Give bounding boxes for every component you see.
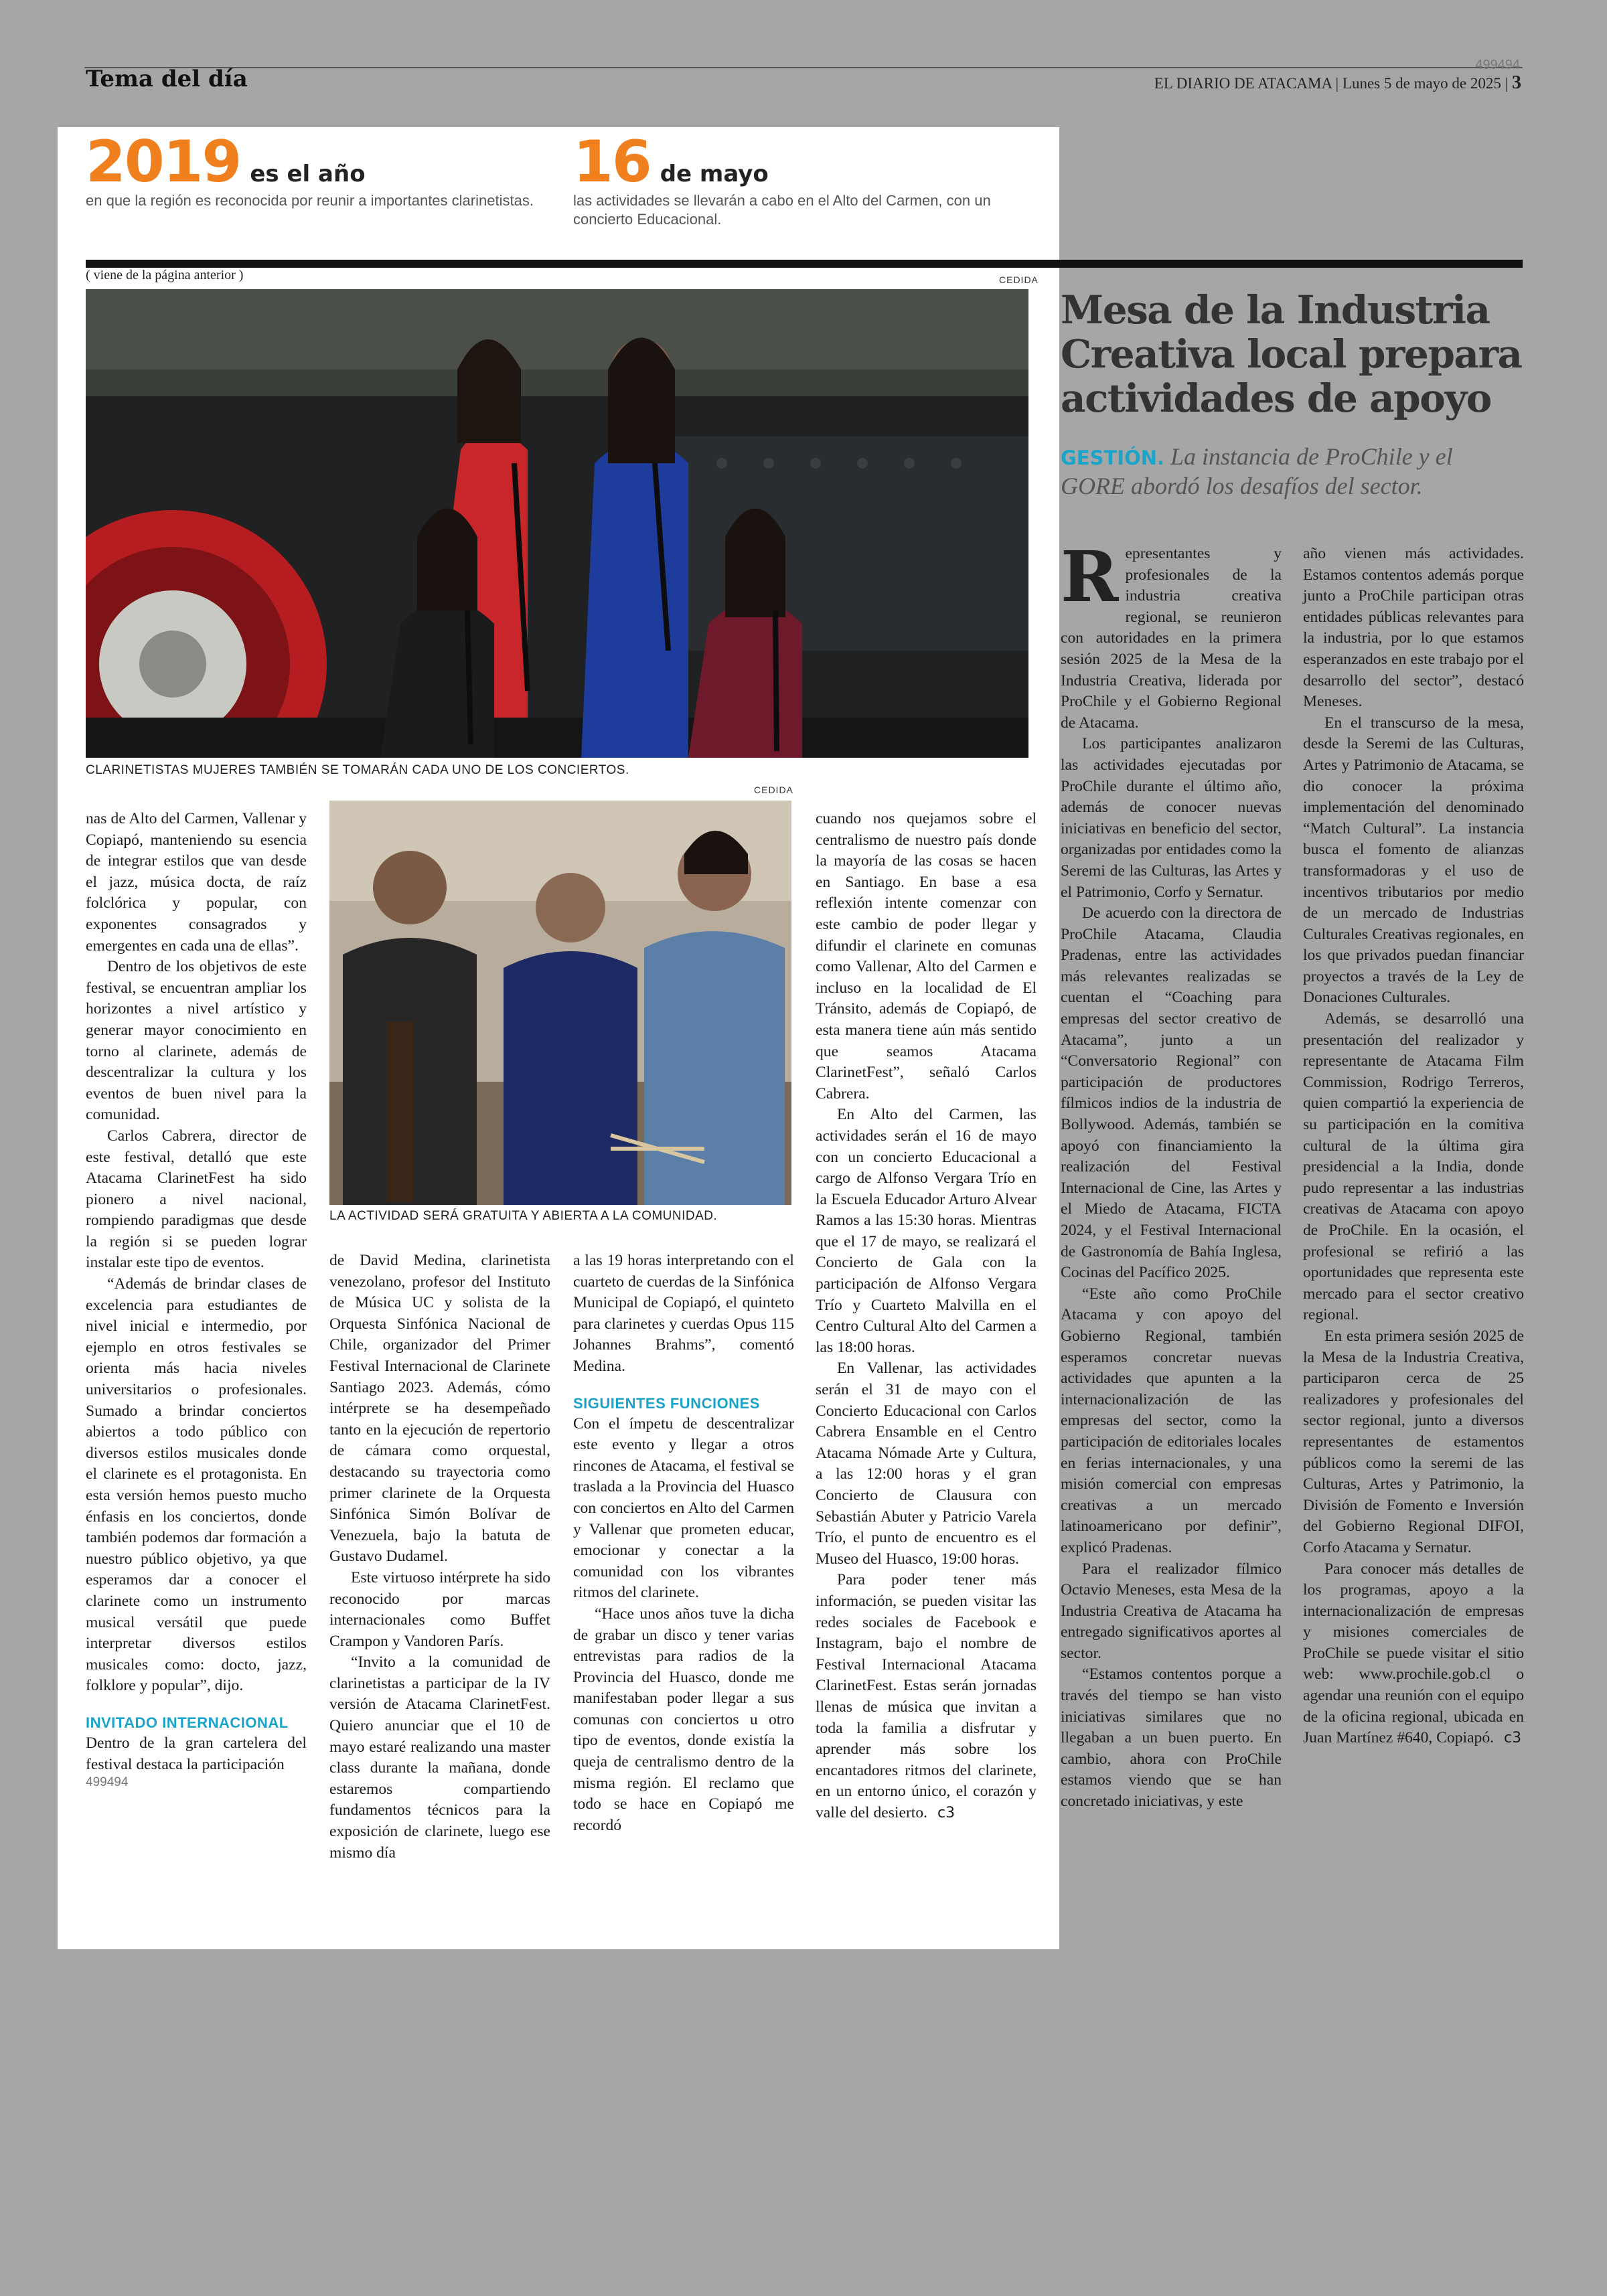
paragraph: De acuerdo con la directora de ProChile Atacama, Claudia Pradenas, entre las actividades más relevantes realizadas se cuentan el “Coaching para empresas del sector creativo de Atacama”, junto a un “Conversatorio Regional” con participación de productores fílmicos indios de la industria de Bollywood. Además, también se apoyó con financiamiento la realización del Festival Internacional de Cine, las Artes y el Miedo de Atacama, FICTA 2024, y el Festival Internacional de Gastronomía de Bahía Inglesa, Cocinas del Pacífico 2025. <box>1061 904 1282 1282</box>
paragraph: a las 19 horas interpretando con el cuarteto de cuerdas de la Sinfónica Municipal de Copiapó, el quinteto para clarinetes y cuerdas Opus 115 Johannes Brahms”, comentó Medina. <box>573 1252 794 1375</box>
dropcap: R <box>1061 536 1119 618</box>
folio: EL DIARIO DE ATACAMA | Lunes 5 de mayo de 2025 | 3 <box>1154 72 1521 93</box>
paragraph: Dentro de la gran cartelera del festival destaca la participación <box>86 1734 307 1773</box>
paragraph: Con el ímpetu de descentralizar este evento y llegar a otros rincones de Atacama, el festival se traslada a la Provincia del Huasco con conciertos en Alto del Carmen y Vallenar que prometen educar, emocionar y conectar a la comunidad con los vibrantes ritmos del clarinete. <box>573 1414 794 1602</box>
musicians-photo <box>329 801 791 1205</box>
end-mark: c3 <box>933 1804 955 1821</box>
paragraph: En esta primera sesión 2025 de la Mesa de la Industria Creativa, participaron cerca de 25 realizadores y profesionales del sector regional, junto a diversos representantes de estamentos públicos como la seremi de las Culturas, Artes y Patrimonio, la División de Fomento e Inversión del Gobierno Regional DIFOI, Corfo Atacama y Sernatur. <box>1303 1327 1524 1556</box>
photo-credit: CEDIDA <box>999 274 1039 285</box>
paragraph: cuando nos quejamos sobre el centralismo de nuestro país donde la mayoría de las cosas se hacen en Santiago. En base a esa reflexión intente comenzar con este cambio de poder llegar y difundir el clarinete en comunas como Vallenar, Alto del Carmen e incluso en la localidad de El Tránsito, además de Copiapó, de esta manera tiene aún más sentido que seamos Atacama ClarinetFest”, señaló Carlos Cabrera. <box>816 810 1037 1102</box>
article-column-3 <box>573 1250 794 1836</box>
photo-caption: LA ACTIVIDAD SERÁ GRATUITA Y ABIERTA A LA COMUNIDAD. <box>329 1209 718 1223</box>
paragraph: nas de Alto del Carmen, Vallenar y Copiapó, manteniendo su esencia de integrar estilos que van desde el jazz, música docta, de raíz folclórica y popular, con exponentes consagrados y emergentes en cada una de ellas”. <box>86 810 307 955</box>
paragraph: En el transcurso de la mesa, desde la Seremi de las Culturas, Artes y Patrimonio de Atacama, se dio conocer la próxima implementación del denominado “Match Cultural”. La instancia busca el fomento de alianzas transformadoras y el uso de incentivos tributarios por medio de un mercado de Industrias Culturales Creativas regionales, en los que privados puedan financiar proyectos a través de la Ley de Donaciones Culturales. <box>1303 714 1524 1007</box>
paragraph: En Vallenar, las actividades serán el 31 de mayo con el Concierto Educacional con Carlos Cabrera Ensamble en el Centro Atacama Nómade Arte y Cultura, a las 12:00 horas y el gran Concierto de Clausura con Sebastián Abuter y Patricio Varela Trío, el punto de encuentro es el Museo del Huasco, 19:00 horas. <box>816 1360 1037 1568</box>
paragraph: En Alto del Carmen, las actividades serán el 16 de mayo con un concierto Educacional a cargo de Alfonso Vergara Trío en la Escuela Educador Arturo Alvear Ramos a las 15:30 horas. Mientras que el 17 de mayo, se realizará el Concierto de Gala con la participación de Alfonso Vergara Trío y Cuarteto Malvilla en el Centro Cultural Alto del Carmen a las 18:00 horas. <box>816 1106 1037 1356</box>
clip-id-bottom: 499494 <box>86 1775 129 1790</box>
paragraph: de David Medina, clarinetista venezolano, profesor del Instituto de Música UC y solista de la Orquesta Sinfónica Nacional de Chile, organizador del Primer Festival Internacional de Clarinete Santiago 2023. Además, cómo intérprete se ha desempeñado tanto en la ejecución de repertorio de cámara como orquestal, destacando su trayectoria como primer clarinete de la Orquesta Sinfónica Simón Bolívar de Venezuela, bajo la batuta de Gustavo Dudamel. <box>329 1252 550 1566</box>
subhead: INVITADO INTERNACIONAL <box>86 1714 289 1731</box>
stat-unit: de mayo <box>660 161 769 187</box>
paragraph: “Hace unos años tuve la dicha de grabar un disco y tener varias entrevistas para radios de la Provincia del Huasco, donde me manifestaban poder llegar a sus comunas con conciertos u otro tipo de eventos, donde existía la queja de centralismo dentro de la misma región. El reclamo que todo se hace en Copiapó me recordó <box>573 1605 794 1834</box>
paragraph <box>816 1570 1037 1823</box>
paragraph: “Este año como ProChile Atacama y con apoyo del Gobierno Regional, también esperamos concretar nuevas actividades que apunten a la internacionalización de las empresas del sector, como la participación de editoriales locales en ferias internacionales, y una misión comercial con empresas creativas a un mercado latinoamericano por definir”, explicó Pradenas. <box>1061 1285 1282 1556</box>
photo-caption: CLARINETISTAS MUJERES TAMBIÉN SE TOMARÁN CADA UNO DE LOS CONCIERTOS. <box>86 763 629 777</box>
clarinetists-photo <box>86 289 1028 758</box>
paragraph: “Estamos contentos porque a través del tiempo se han visto iniciativas similares que no llegaban a un buen puerto. En cambio, ahora con ProChile estamos viendo que se han concretado iniciativas, y este <box>1061 1665 1282 1811</box>
stat-description: en que la región es reconocida por reunir a importantes clarinetistas. <box>86 192 534 209</box>
stat-number: 2019 <box>86 129 241 195</box>
stat-unit: es el año <box>250 161 366 187</box>
paragraph: Este virtuoso intérprete ha sido reconocido por marcas internacionales como Buffet Crampon y Vandoren París. <box>329 1568 550 1650</box>
stat-number: 16 <box>573 129 651 195</box>
paragraph-text: epresentantes y profesionales de la industria creativa regional, se reunieron con autoridades en la primera sesión 2025 de la Mesa de la Industria Creativa, liderada por ProChile y el Gobierno Regional de Atacama. <box>1061 545 1282 732</box>
paragraph: Los participantes analizaron las actividades ejecutadas por ProChile durante el último año, además de conocer nuevas iniciativas en beneficio del sector, organizadas por entidades como la Seremi de las Culturas, las Artes y el Patrimonio, Corfo y Sernatur. <box>1061 735 1282 901</box>
stat-date <box>573 129 1028 229</box>
section-divider <box>86 260 1523 268</box>
subhead: SIGUIENTES FUNCIONES <box>573 1394 760 1412</box>
paragraph: Además, se desarrolló una presentación del realizador y representante de Atacama Film Commission, Rodrigo Terreros, quien compartió la experiencia de su participación en la comitiva cultural de la última gira presidencial a la India, donde pudo representar a las industrias creativas de Atacama con apoyo de ProChile. En la ocasión, el profesional se refirió a las oportunidades que representa este mercado para el sector creativo regional. <box>1303 1010 1524 1324</box>
side-headline: Mesa de la Industria Creativa local prepara actividades de apoyo <box>1061 287 1522 421</box>
continued-note: ( viene de la página anterior ) <box>86 268 244 282</box>
paragraph: año vienen más actividades. Estamos contentos además porque junto a ProChile participan otras entidades públicas relevantes para la industria, por lo que estamos esperanzados en este trabajo por el desarrollo del sector”, destacó Meneses. <box>1303 545 1524 711</box>
issue-date: Lunes 5 de mayo de 2025 <box>1342 75 1501 92</box>
side-column-1 <box>1061 536 1282 1813</box>
stat-description: las actividades se llevarán a cabo en el Alto del Carmen, con un concierto Educacional. <box>573 192 991 228</box>
section-title: Tema del día <box>86 66 248 92</box>
page-number: 3 <box>1512 72 1521 93</box>
deck-text: La instancia de ProChile y el GORE abordó los desafíos del sector. <box>1061 443 1453 499</box>
side-deck <box>1061 442 1523 501</box>
article-column-1 <box>86 809 307 1790</box>
paragraph: Carlos Cabrera, director de este festival, detalló que este Atacama ClarinetFest ha sido pionero a nivel nacional, rompiendo paradigmas que desde la región si se pueden lograr instalar este tipo de eventos. <box>86 1127 307 1272</box>
deck-label: GESTIÓN. <box>1061 446 1165 469</box>
paragraph: Dentro de los objetivos de este festival, se encuentran ampliar los horizontes a nivel artístico y generar mayor conocimiento en torno al clarinete, además de descentralizar la cultura y los eventos de buen nivel para la comunidad. <box>86 958 307 1124</box>
paragraph: Para el realizador fílmico Octavio Meneses, esta Mesa de la Industria Creativa de Atacama ha entregado significativos aportes al sector. <box>1061 1560 1282 1662</box>
article-column-4 <box>816 809 1037 1824</box>
paragraph-text: Para conocer más detalles de los programas, apoyo a la internacionalización de empresas y misiones comerciales de ProChile se puede visitar el sitio web: www.prochile.gob.cl o agendar una reunión con el equipo de la oficina regional, ubicada en Juan Martínez #640, Copiapó. <box>1303 1560 1524 1747</box>
photo-credit: CEDIDA <box>754 785 793 795</box>
paragraph <box>1303 1559 1524 1749</box>
paragraph <box>1061 536 1282 734</box>
paragraph-text: Para poder tener más información, se pueden visitar las redes sociales de Facebook e Instagram, bajo el nombre de Festival Internacional Atacama ClarinetFest. Estas serán jornadas llenas de música que invitan a toda la familia a disfrutar y aprender más sobre los encantadores ritmos del clarinete, en un entorno único, el corazón y valle del desierto. <box>816 1571 1037 1821</box>
side-column-2 <box>1303 544 1524 1749</box>
header-rule <box>84 67 1523 68</box>
clip-id-top: 499494 <box>1475 58 1520 72</box>
paragraph: “Invito a la comunidad de clarinetistas a participar de la IV versión de Atacama ClarinetFest. Quiero anunciar que el 10 de mayo estaré realizando una master class durante la mañana, donde estaremos compartiendo fundamentos técnicos para la exposición de clarinete, luego ese mismo día <box>329 1653 550 1862</box>
article-column-2 <box>329 1250 550 1864</box>
paragraph: “Además de brindar clases de excelencia para estudiantes de nivel inicial e intermedio, por ejemplo en otros festivales se orienta más hacia niveles universitarios o profesionales. Sumado a brindar conciertos abiertos a todo público con diversos estilos musicales donde el clarinete es el protagonista. En esta versión hemos puesto mucho énfasis en los conciertos, donde también podemos dar formación a nuestro público objetivo, ya que esperamos dar a conocer el clarinete como un instrumento musical versátil que puede interpretar diversos estilos musicales como: docto, jazz, folklore y popular”, dijo. <box>86 1275 307 1695</box>
publication-name: EL DIARIO DE ATACAMA <box>1154 75 1332 92</box>
stat-year <box>86 129 568 210</box>
end-mark: c3 <box>1499 1730 1522 1747</box>
